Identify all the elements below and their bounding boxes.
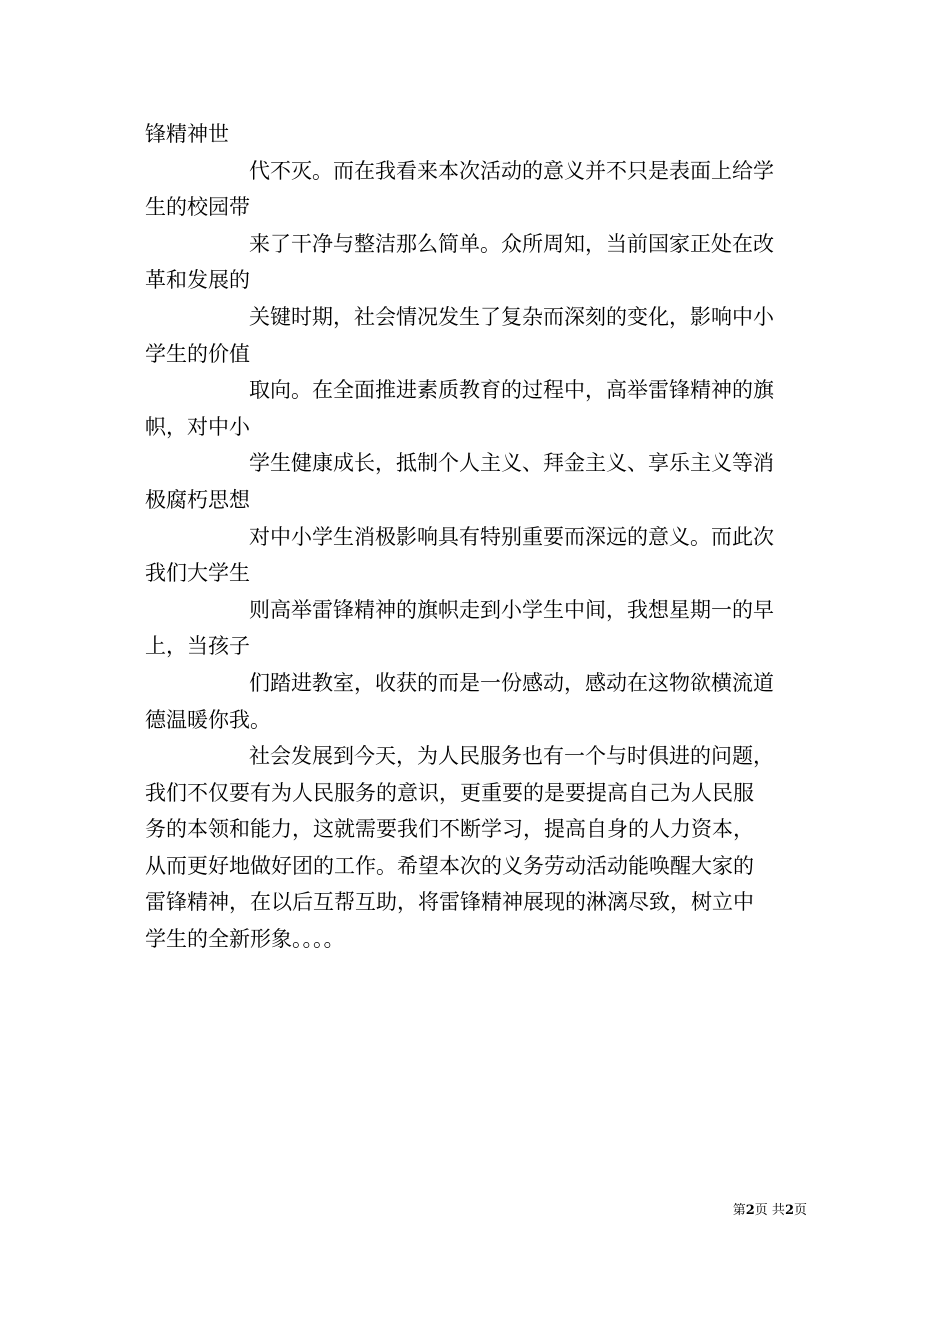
document-body	[145, 116, 807, 958]
text-line: 革和发展的	[145, 268, 250, 293]
text-line: 从而更好地做好团的工作。希望本次的义务劳动活动能唤醒大家的	[145, 853, 754, 878]
footer-total-pages: 2	[784, 1203, 794, 1218]
text-line: 雷锋精神，在以后互帮互助，将雷锋精神展现的淋漓尽致，树立中	[145, 890, 754, 915]
text-line: 来了干净与整洁那么简单。众所周知，当前国家正处在改	[249, 231, 774, 256]
text-line: 我们不仅要有为人民服务的意识，更重要的是要提高自己为人民服	[145, 780, 754, 805]
text-line: 取向。在全面推进素质教育的过程中，高举雷锋精神的旗	[249, 378, 774, 403]
text-line: 代不灭。而在我看来本次活动的意义并不只是表面上给学	[249, 158, 774, 183]
footer-current-page: 2	[745, 1203, 755, 1218]
text-line: 则高举雷锋精神的旗帜走到小学生中间，我想星期一的早	[249, 597, 774, 622]
text-line: 学生健康成长，抵制个人主义、拜金主义、享乐主义等消	[249, 451, 774, 476]
text-line: 生的校园带	[145, 195, 250, 220]
footer-middle: 页 共	[754, 1203, 785, 1218]
text-line: 上，当孩子	[145, 634, 250, 659]
text-line: 们踏进教室，收获的而是一份感动，感动在这物欲横流道	[249, 670, 774, 695]
text-line: 锋精神世	[145, 122, 229, 146]
text-line: 社会发展到今天，为人民服务也有一个与时俱进的问题，	[249, 744, 774, 769]
footer-prefix: 第	[732, 1203, 746, 1218]
text-line: 帜，对中小	[145, 414, 250, 439]
text-line: 德温暖你我。	[145, 707, 271, 732]
footer-suffix: 页	[793, 1203, 807, 1218]
text-line: 学生的全新形象。。。。	[145, 927, 345, 952]
page-footer	[700, 1201, 807, 1221]
text-line: 我们大学生	[145, 561, 250, 586]
text-line: 对中小学生消极影响具有特别重要而深远的意义。而此次	[249, 524, 774, 549]
text-line: 学生的价值	[145, 341, 250, 366]
text-line: 关键时期，社会情况发生了复杂而深刻的变化，影响中小	[249, 304, 774, 329]
text-line: 务的本领和能力，这就需要我们不断学习，提高自身的人力资本，	[145, 817, 754, 842]
text-line: 极腐朽思想	[145, 487, 250, 512]
